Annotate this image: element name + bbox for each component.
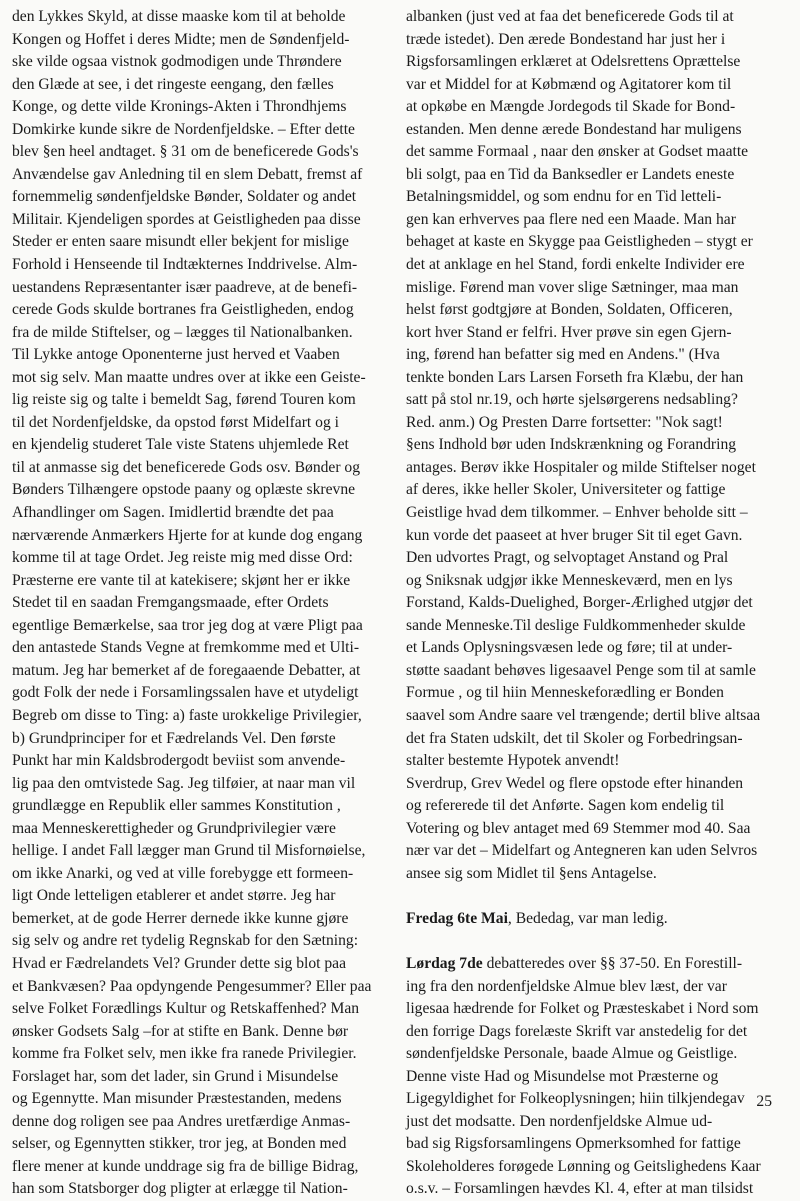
- text-line: Militair. Kjendeligen spordes at Geistligheden paa disse: [12, 210, 361, 228]
- text-line: at opkøbe en Mængde Jordegods til Skade for Bond-: [406, 98, 736, 116]
- text-line: det fra Staten udskilt, det til Skoler og Forbedringsan-: [406, 729, 743, 747]
- text-line: Præsterne ere vante til at katekisere; skjønt her er ikke: [12, 571, 351, 589]
- text-line: Konge, og dette vilde Kronings-Akten i Throndhjems: [12, 98, 347, 116]
- paragraph-lordag-body: [406, 976, 790, 1201]
- text-line: hellige. I andet Fall lægger man Grund til Misfornøielse,: [12, 842, 366, 860]
- text-line: ing fra den nordenfjeldske Almue blev læst, der var: [406, 977, 727, 995]
- text-line: Bønders Tilhængere opstode paany og oplæste skrevne: [12, 481, 356, 499]
- text-line: lig paa den omtvistede Sag. Jeg tilføier, at naar man vil: [12, 774, 356, 792]
- text-line: denne dog roligen see paa Andres uretfærdige Anmas-: [12, 1112, 351, 1130]
- text-line: og Sniksnak udgjør ikke Menneskeværd, men en lys: [406, 571, 733, 589]
- text-line: antages. Berøv ikke Hospitaler og milde Stiftelser noget: [406, 458, 756, 476]
- text-line: nær var det – Midelfart og Antegneren kan uden Selvros: [406, 842, 758, 860]
- text-line: Forhold i Henseende til Indtækternes Inddrivelse. Alm-: [12, 256, 358, 274]
- text-line: et Lands Oplysningsvæsen lede og føre; til at under-: [406, 639, 733, 657]
- text-line: støtte saadant behøves ligesaavel Penge som til at samle: [406, 661, 756, 679]
- text-line: Anvændelse gav Anledning til en slem Debatt, fremst af: [12, 165, 363, 183]
- text-line: den antastede Stands Vegne at fremkomme med et Ulti-: [12, 639, 360, 657]
- date-heading-fredag: Fredag 6te Mai: [406, 909, 508, 927]
- text-line: gen kan erhverves paa flere ned een Maade. Man har: [406, 210, 736, 228]
- text-line: Domkirke kunde sikre de Nordenfjeldske. – Efter dette: [12, 120, 355, 138]
- text-line: ligesaa hædrende for Folket og Præsteskabet i Nord som: [406, 1000, 759, 1018]
- text-line: Red. anm.) Og Presten Darre fortsetter: "Nok sagt!: [406, 413, 723, 431]
- text-line: bad sig Rigsforsamlingens Opmerksomhed for fattige: [406, 1135, 741, 1153]
- text-line: albanken (just ved at faa det beneficerede Gods til at: [406, 8, 734, 25]
- right-column-body: [406, 6, 790, 885]
- paragraph-lordag-first-line: [406, 953, 790, 976]
- text-line: Punkt har min Kaldsbrodergodt beviist som anvende-: [12, 752, 346, 770]
- text-line: bemerket, at de gode Herrer dernede ikke kunne gjøre: [12, 909, 349, 927]
- text-line: om ikke Anarki, og ved at ville forebygge ett formeen-: [12, 864, 354, 882]
- text-line: Hvad er Fædrelandets Vel? Grunder dette sig blot paa: [12, 954, 347, 972]
- text-line: den Lykkes Skyld, at disse maaske kom til at beholde: [12, 8, 346, 25]
- right-column: [406, 6, 790, 1201]
- text-line: selve Folket Forædlings Kultur og Retskaffenhed? Man: [12, 1000, 360, 1018]
- text-line: han som Statsborger dog pligter at erlægge til Nation-: [12, 1180, 348, 1198]
- text-line: det samme Formaal , naar den ønsker at Godset maatte: [406, 143, 749, 161]
- text-line: just det modsatte. Den nordenfjeldske Almue ud-: [406, 1112, 713, 1130]
- text-line: kort hver Stand er felfri. Hver prøve sin egen Gjern-: [406, 323, 732, 341]
- paragraph-gap: [406, 930, 790, 953]
- text-line: det at anklage en hel Stand, fordi enkelte Individer ere: [406, 256, 745, 274]
- text-line: Formue , og til hiin Menneskeforædling er Bonden: [406, 684, 724, 702]
- text-line: sande Menneske.Til deslige Fuldkommenheder skulde: [406, 616, 746, 634]
- text-line: sig selv og andre ret tydelig Regnskab for den Sætning:: [12, 932, 359, 950]
- text-line: Begreb om disse to Ting: a) faste urokkelige Privilegier,: [12, 706, 362, 724]
- text-line: nærværende Anmærkers Hjerte for at kunde dog engang: [12, 526, 363, 544]
- text-line: og refererede til det Anførte. Sagen kom endelig til: [406, 797, 725, 815]
- text-line: egentlige Bemærkelse, saa tror jeg dog at være Pligt paa: [12, 616, 363, 634]
- text-line: Steder er enten saare misundt eller bekjent for mislige: [12, 233, 349, 251]
- text-line: ske vilde ogsaa vistnok godmodigen unde Thrøndere: [12, 53, 342, 71]
- text-line: Forslaget har, som det lader, sin Grund i Misundelse: [12, 1067, 339, 1085]
- text-line: cerede Gods skulde bortranes fra Geistligheden, endog: [12, 301, 354, 319]
- text-line: satt på stol nr.19, och hørte sjelsørgerens nedsabling?: [406, 391, 738, 409]
- text-line: fra de milde Stiftelser, og – lægges til Nationalbanken.: [12, 323, 353, 341]
- paragraph-fredag: [406, 908, 790, 931]
- text-line: søndenfjeldske Personale, baade Almue og Geistlige.: [406, 1045, 738, 1063]
- text-line: Sverdrup, Grev Wedel og flere opstode efter hinanden: [406, 774, 744, 792]
- text-line: til det Nordenfjeldske, da opstod først Midelfart og i: [12, 413, 339, 431]
- text-line: den Glæde at see, i det ringeste eengang, den fælles: [12, 75, 334, 93]
- text-line: Rigsforsamlingen erklæret at Odelsrettens Oprættelse: [406, 53, 741, 71]
- text-line: ligt Onde letteligen etablerer et andet større. Jeg har: [12, 887, 336, 905]
- text-line: behaget at kaste en Skygge paa Geistligheden – stygt er: [406, 233, 753, 251]
- text-line: mot sig selv. Man maatte undres over at ikke een Geiste-: [12, 368, 366, 386]
- text-line: lig reiste sig og talte i bemeldt Sag, førend Touren kom: [12, 391, 356, 409]
- text-line: mislige. Førend man vover slige Sætninger, maa man: [406, 278, 739, 296]
- text-line: Votering og blev antaget med 69 Stemmer mod 40. Saa: [406, 819, 751, 837]
- text-line: §ens Indhold bør uden Indskrænkning og Forandring: [406, 436, 737, 454]
- text-line: godt Folk der nede i Forsamlingssalen have et utydeligt: [12, 684, 359, 702]
- text-line: komme fra Folket selv, men ikke fra ranede Privilegier.: [12, 1045, 357, 1063]
- text-line: til at anmasse sig det beneficerede Gods osv. Bønder og: [12, 458, 361, 476]
- text-line: Den udvortes Pragt, og selvoptaget Anstand og Pral: [406, 549, 729, 567]
- text-line: estanden. Men denne ærede Bondestand har muligens: [406, 120, 742, 138]
- paragraph-gap: [406, 885, 790, 908]
- text-line: grundlægge en Republik eller sammes Konstitution ,: [12, 797, 341, 815]
- lordag-first-line-text: debatteredes over §§ 37-50. En Forestill-: [482, 954, 743, 972]
- text-line: ansee sig som Midlet til §ens Antagelse.: [406, 864, 657, 882]
- text-line: et Bankvæsen? Paa opdyngende Pengesummer? Eller paa: [12, 977, 372, 995]
- text-line: uestandens Repræsentanter især paadreve, at de benefi-: [12, 278, 358, 296]
- text-line: ønsker Godsets Salg –for at stifte en Bank. Denne bør: [12, 1022, 349, 1040]
- text-line: tenkte bonden Lars Larsen Forseth fra Klæbu, der han: [406, 368, 744, 386]
- text-line: matum. Jeg har bemerket af de foregaaende Debatter, at: [12, 661, 361, 679]
- text-line: og Egennytte. Man misunder Præstestanden, medens: [12, 1090, 342, 1108]
- date-heading-lordag: Lørdag 7de: [406, 954, 483, 972]
- text-line: bli solgt, paa en Tid da Banksedler er Landets eneste: [406, 165, 735, 183]
- text-line: b) Grundprinciper for et Fædrelands Vel. Den første: [12, 729, 336, 747]
- text-line: Geistlige hvad dem tilkommer. – Enhver beholde sitt –: [406, 504, 748, 522]
- text-line: af deres, ikke heller Skoler, Universiteter og fattige: [406, 481, 726, 499]
- text-line: Betalningsmiddel, og som endnu for en Tid letteli-: [406, 188, 722, 206]
- text-line: Skoleholderes forøgede Lønning og Geitslighedens Kaar: [406, 1157, 761, 1175]
- text-line: stalter bestemte Hypotek anvendt!: [406, 752, 620, 770]
- text-line: Denne viste Had og Misundelse mot Præsterne og: [406, 1067, 719, 1085]
- text-line: blev §en heel andtaget. § 31 om de beneficerede Gods's: [12, 143, 359, 161]
- text-line: selser, og Egennytten stikker, tror jeg, at Bonden med: [12, 1135, 347, 1153]
- text-line: ing, førend han befatter sig med en Andens." (Hva: [406, 346, 720, 364]
- text-line: træde istedet). Den ærede Bondestand har just her i: [406, 30, 726, 48]
- text-line: o.s.v. – Forsamlingen hævdes Kl. 4, efter at man tilsidst: [406, 1180, 754, 1198]
- text-line: helst først godtgjøre at Bonden, Soldaten, Officeren,: [406, 301, 733, 319]
- text-line: maa Menneskerettigheder og Grundprivilegier være: [12, 819, 336, 837]
- left-column: [12, 6, 394, 1201]
- text-line: den forrige Dags forelæste Skrift var anstedelig for det: [406, 1022, 748, 1040]
- text-line: Stedet til en saadan Fremgangsmaade, efter Ordets: [12, 594, 329, 612]
- text-line: Kongen og Hoffet i deres Midte; men de Søndenfjeld-: [12, 30, 350, 48]
- text-line: Afhandlinger om Sagen. Imidlertid brændte det paa: [12, 504, 334, 522]
- text-line: var et Middel for at Købmænd og Agitatorer kom til: [406, 75, 732, 93]
- text-line: Til Lykke antoge Oponenterne just herved et Vaaben: [12, 346, 340, 364]
- text-line: flere mener at kunde unddrage sig fra de billige Bidrag,: [12, 1157, 359, 1175]
- text-line: Ligegyldighet for Folkeoplysningen; hiin tilkjendegav: [406, 1090, 745, 1108]
- fredag-text: , Bededag, var man ledig.: [507, 909, 668, 927]
- text-line: kun vorde det paaseet at hver bruger Sit til eget Gavn.: [406, 526, 743, 544]
- text-line: saavel som Andre saare vel trængende; dertil blive altsaa: [406, 706, 761, 724]
- text-line: en kjendelig studeret Tale viste Statens uhjemlede Ret: [12, 436, 349, 454]
- text-line: Forstand, Kalds-Duelighed, Borger-Ærlighed utgjør det: [406, 594, 753, 612]
- page-number: 25: [756, 1093, 772, 1110]
- text-line: fornemmelig søndenfjeldske Bønder, Soldater og andet: [12, 188, 357, 206]
- text-line: komme til at tage Ordet. Jeg reiste mig med disse Ord:: [12, 549, 353, 567]
